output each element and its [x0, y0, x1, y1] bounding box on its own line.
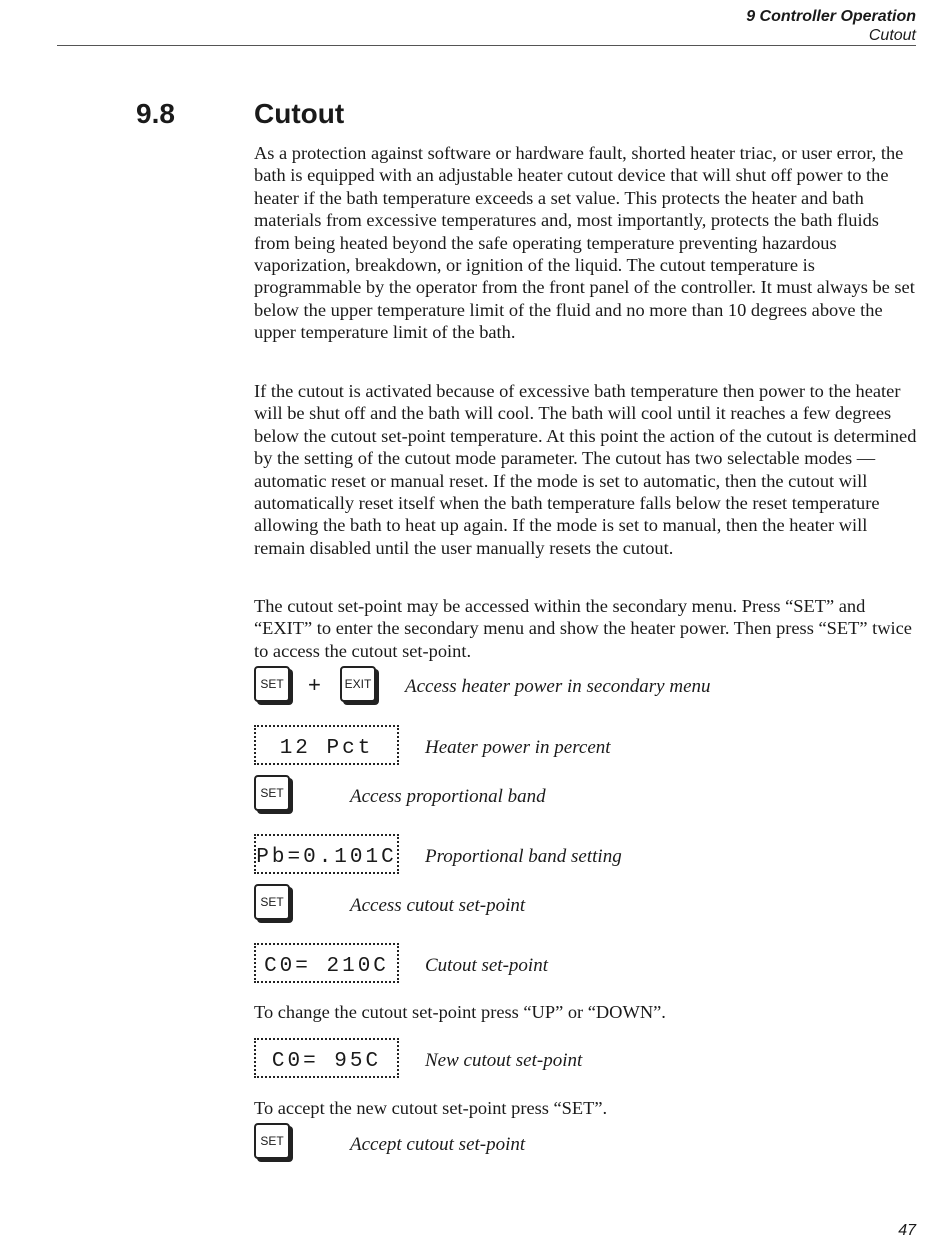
plus-sign: + — [308, 672, 321, 697]
set-key: SET — [254, 775, 290, 811]
section-number: 9.8 — [136, 98, 175, 129]
display-new-cutout: C0= 95C — [254, 1038, 399, 1078]
paragraph-accept: To accept the new cutout set-point press “SET”. — [254, 1098, 608, 1118]
paragraph-change: To change the cutout set-point press “UP” or “DOWN”. — [254, 1002, 666, 1022]
caption-new-cutout: New cutout set-point — [425, 1050, 583, 1071]
paragraph-access: The cutout set-point may be accessed within the secondary menu. Press “SET” and “EXIT” to enter the secondary menu and show the heater power. Then press “SET” twice to access the cutout set-point. — [254, 596, 912, 661]
exit-key: EXIT — [340, 666, 376, 702]
caption-secondary-menu: Access heater power in secondary menu — [405, 676, 711, 697]
paragraph-activation: If the cutout is activated because of excessive bath temperature then power to the heater will be shut off and the bath will cool. The bath will cool until it reaches a few degrees below the cutout set-point temperature. At this point the action of the cutout is determined by the setting of the cutout mode parameter. The cutout has two selectable modes — automatic reset or manual reset. If the mode is set to automatic, then the cutout will automatically reset itself when the bath temperature falls below the reset temperature allowing the bath to heat up again. If the mode is set to manual, then the heater will remain disabled until the user manually resets the cutout. — [254, 381, 917, 558]
display-cutout-setpoint: C0= 210C — [254, 943, 399, 983]
caption-cutout-setpoint: Cutout set-point — [425, 955, 548, 976]
display-proportional-band: Pb=0.101C — [254, 834, 399, 874]
set-key: SET — [254, 1123, 290, 1159]
caption-accept-cutout: Accept cutout set-point — [350, 1134, 526, 1155]
display-heater-power: 12 Pct — [254, 725, 399, 765]
section-title: Cutout — [254, 98, 345, 129]
set-key: SET — [254, 884, 290, 920]
caption-access-pb: Access proportional band — [350, 786, 546, 807]
caption-pb-setting: Proportional band setting — [425, 846, 622, 867]
caption-heater-power: Heater power in percent — [425, 737, 611, 758]
header-rule — [57, 45, 916, 46]
caption-access-cutout: Access cutout set-point — [350, 895, 526, 916]
page-number: 47 — [898, 1222, 916, 1239]
paragraph-protection: As a protection against software or hardware fault, shorted heater triac, or user error, the bath is equipped with an adjustable heater cutout device that will shut off power to the heater if the bath temperature exceeds a set value. This protects the heater and bath materials from excessive temperatures and, most importantly, protects the bath fluids from being heated beyond the safe operating temperature preventing hazardous vaporization, breakdown, or ignition of the liquid. The cutout temperature is programmable by the operator from the front panel of the controller. It must always be set below the upper temperature limit of the fluid and no more than 10 degrees above the upper temperature limit of the bath. — [254, 143, 915, 343]
running-header-section: Cutout — [868, 27, 916, 44]
running-header-chapter: 9 Controller Operation — [746, 8, 916, 25]
set-key: SET — [254, 666, 290, 702]
